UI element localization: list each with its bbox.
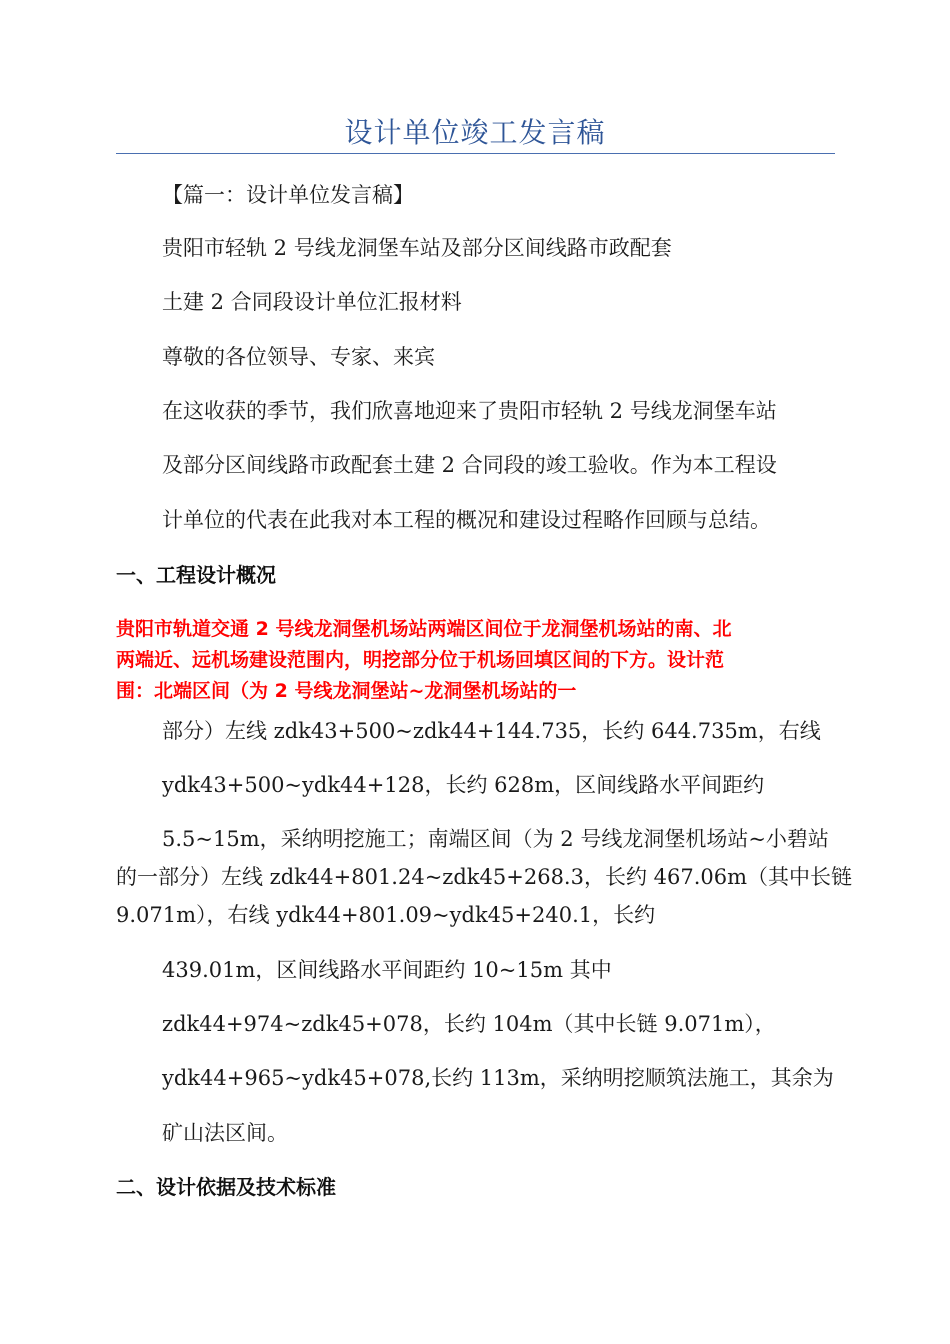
body-line: 的一部分）左线 zdk44+801.24~zdk45+268.3，长约 467.06m（其中长链 bbox=[116, 865, 853, 889]
section-heading: 二、设计依据及技术标准 bbox=[116, 1175, 336, 1199]
intro-line: 尊敬的各位领导、专家、来宾 bbox=[162, 345, 435, 369]
body-line: 5.5~15m，采纳明挖施工；南端区间（为 2 号线龙洞堡机场站~小碧站 bbox=[162, 827, 829, 851]
body-line: 9.071m），右线 ydk44+801.09~ydk45+240.1，长约 bbox=[116, 903, 656, 927]
highlight-line: 贵阳市轨道交通 2 号线龙洞堡机场站两端区间位于龙洞堡机场站的南、北 bbox=[116, 618, 732, 640]
intro-line: 及部分区间线路市政配套土建 2 合同段的竣工验收。作为本工程设 bbox=[162, 453, 777, 477]
intro-line: 土建 2 合同段设计单位汇报材料 bbox=[162, 290, 462, 314]
body-line: zdk44+974~zdk45+078，长约 104m（其中长链 9.071m）， bbox=[162, 1012, 776, 1036]
body-line: 439.01m，区间线路水平间距约 10~15m 其中 bbox=[162, 958, 612, 982]
section-heading: 一、工程设计概况 bbox=[116, 563, 276, 587]
body-line: 矿山法区间。 bbox=[162, 1121, 288, 1145]
highlight-line: 围：北端区间（为 2 号线龙洞堡站~龙洞堡机场站的一 bbox=[116, 680, 577, 702]
highlight-line: 两端近、远机场建设范围内，明挖部分位于机场回填区间的下方。设计范 bbox=[116, 649, 725, 671]
document-title: 设计单位竣工发言稿 bbox=[344, 116, 606, 149]
intro-line: 在这收获的季节，我们欣喜地迎来了贵阳市轻轨 2 号线龙洞堡车站 bbox=[162, 399, 777, 423]
body-line: ydk44+965~ydk45+078,长约 113m，采纳明挖顺筑法施工，其余为 bbox=[162, 1066, 834, 1090]
body-line: ydk43+500~ydk44+128，长约 628m，区间线路水平间距约 bbox=[162, 773, 765, 797]
intro-line: 【篇一：设计单位发言稿】 bbox=[162, 183, 414, 207]
title-underline bbox=[116, 153, 835, 154]
body-line: 部分）左线 zdk43+500~zdk44+144.735，长约 644.735m，右线 bbox=[162, 719, 821, 743]
intro-line: 计单位的代表在此我对本工程的概况和建设过程略作回顾与总结。 bbox=[162, 508, 771, 532]
intro-line: 贵阳市轻轨 2 号线龙洞堡车站及部分区间线路市政配套 bbox=[162, 236, 672, 260]
